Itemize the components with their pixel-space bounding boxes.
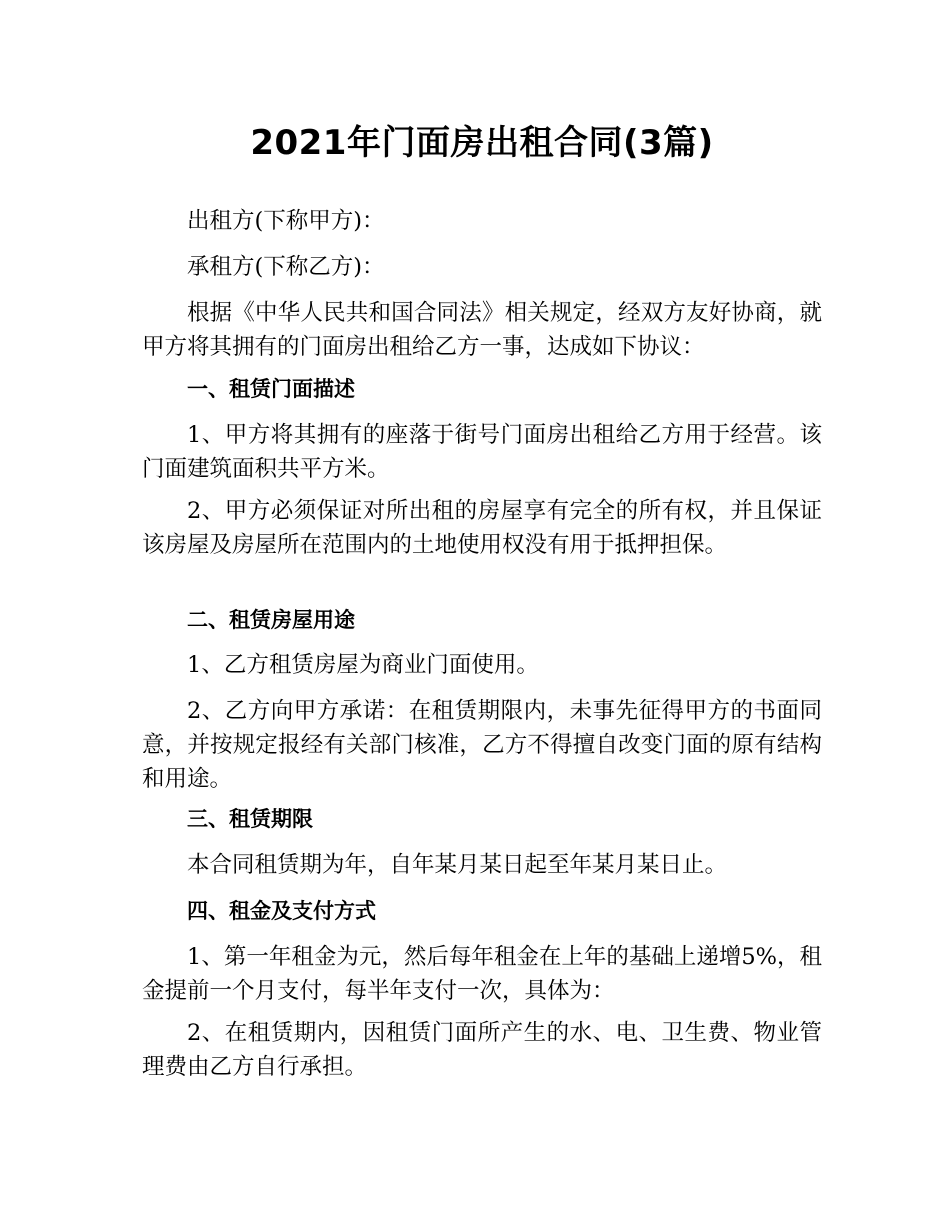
section-1-paragraph-1: 1、甲方将其拥有的座落于街号门面房出租给乙方用于经营。该门面建筑面积共平方米。 bbox=[142, 422, 822, 482]
section-4-paragraph-1: 1、第一年租金为元，然后每年租金在上年的基础上递增5%，租金提前一个月支付，每半年支付一次，具体为： bbox=[142, 944, 823, 1004]
section-2-paragraph-2: 2、乙方向甲方承诺：在租赁期限内，未事先征得甲方的书面同意，并按规定报经有关部门核准，乙方不得擅自改变门面的原有结构和用途。 bbox=[142, 698, 822, 792]
section-2-paragraph-1: 1、乙方租赁房屋为商业门面使用。 bbox=[187, 652, 539, 678]
section-3-paragraph-1: 本合同租赁期为年，自年某月某日起至年某月某日止。 bbox=[187, 852, 728, 878]
document-title: 2021年门面房出租合同(3篇) bbox=[250, 123, 714, 163]
section-4-paragraph-2: 2、在租赁期内，因租赁门面所产生的水、电、卫生费、物业管理费由乙方自行承担。 bbox=[142, 1020, 822, 1080]
section-1-paragraph-2: 2、甲方必须保证对所出租的房屋享有完全的所有权，并且保证该房屋及房屋所在范围内的土地使用权没有用于抵押担保。 bbox=[142, 498, 822, 558]
section-2-heading: 二、租赁房屋用途 bbox=[187, 608, 355, 632]
lessee-line: 承租方(下称乙方)： bbox=[187, 254, 385, 280]
section-3-heading: 三、租赁期限 bbox=[187, 807, 313, 831]
intro-paragraph: 根据《中华人民共和国合同法》相关规定，经双方友好协商，就甲方将其拥有的门面房出租给乙方一事，达成如下协议： bbox=[142, 300, 822, 360]
section-4-heading: 四、租金及支付方式 bbox=[187, 899, 376, 923]
lessor-line: 出租方(下称甲方)： bbox=[187, 208, 385, 234]
section-1-heading: 一、租赁门面描述 bbox=[187, 377, 355, 401]
